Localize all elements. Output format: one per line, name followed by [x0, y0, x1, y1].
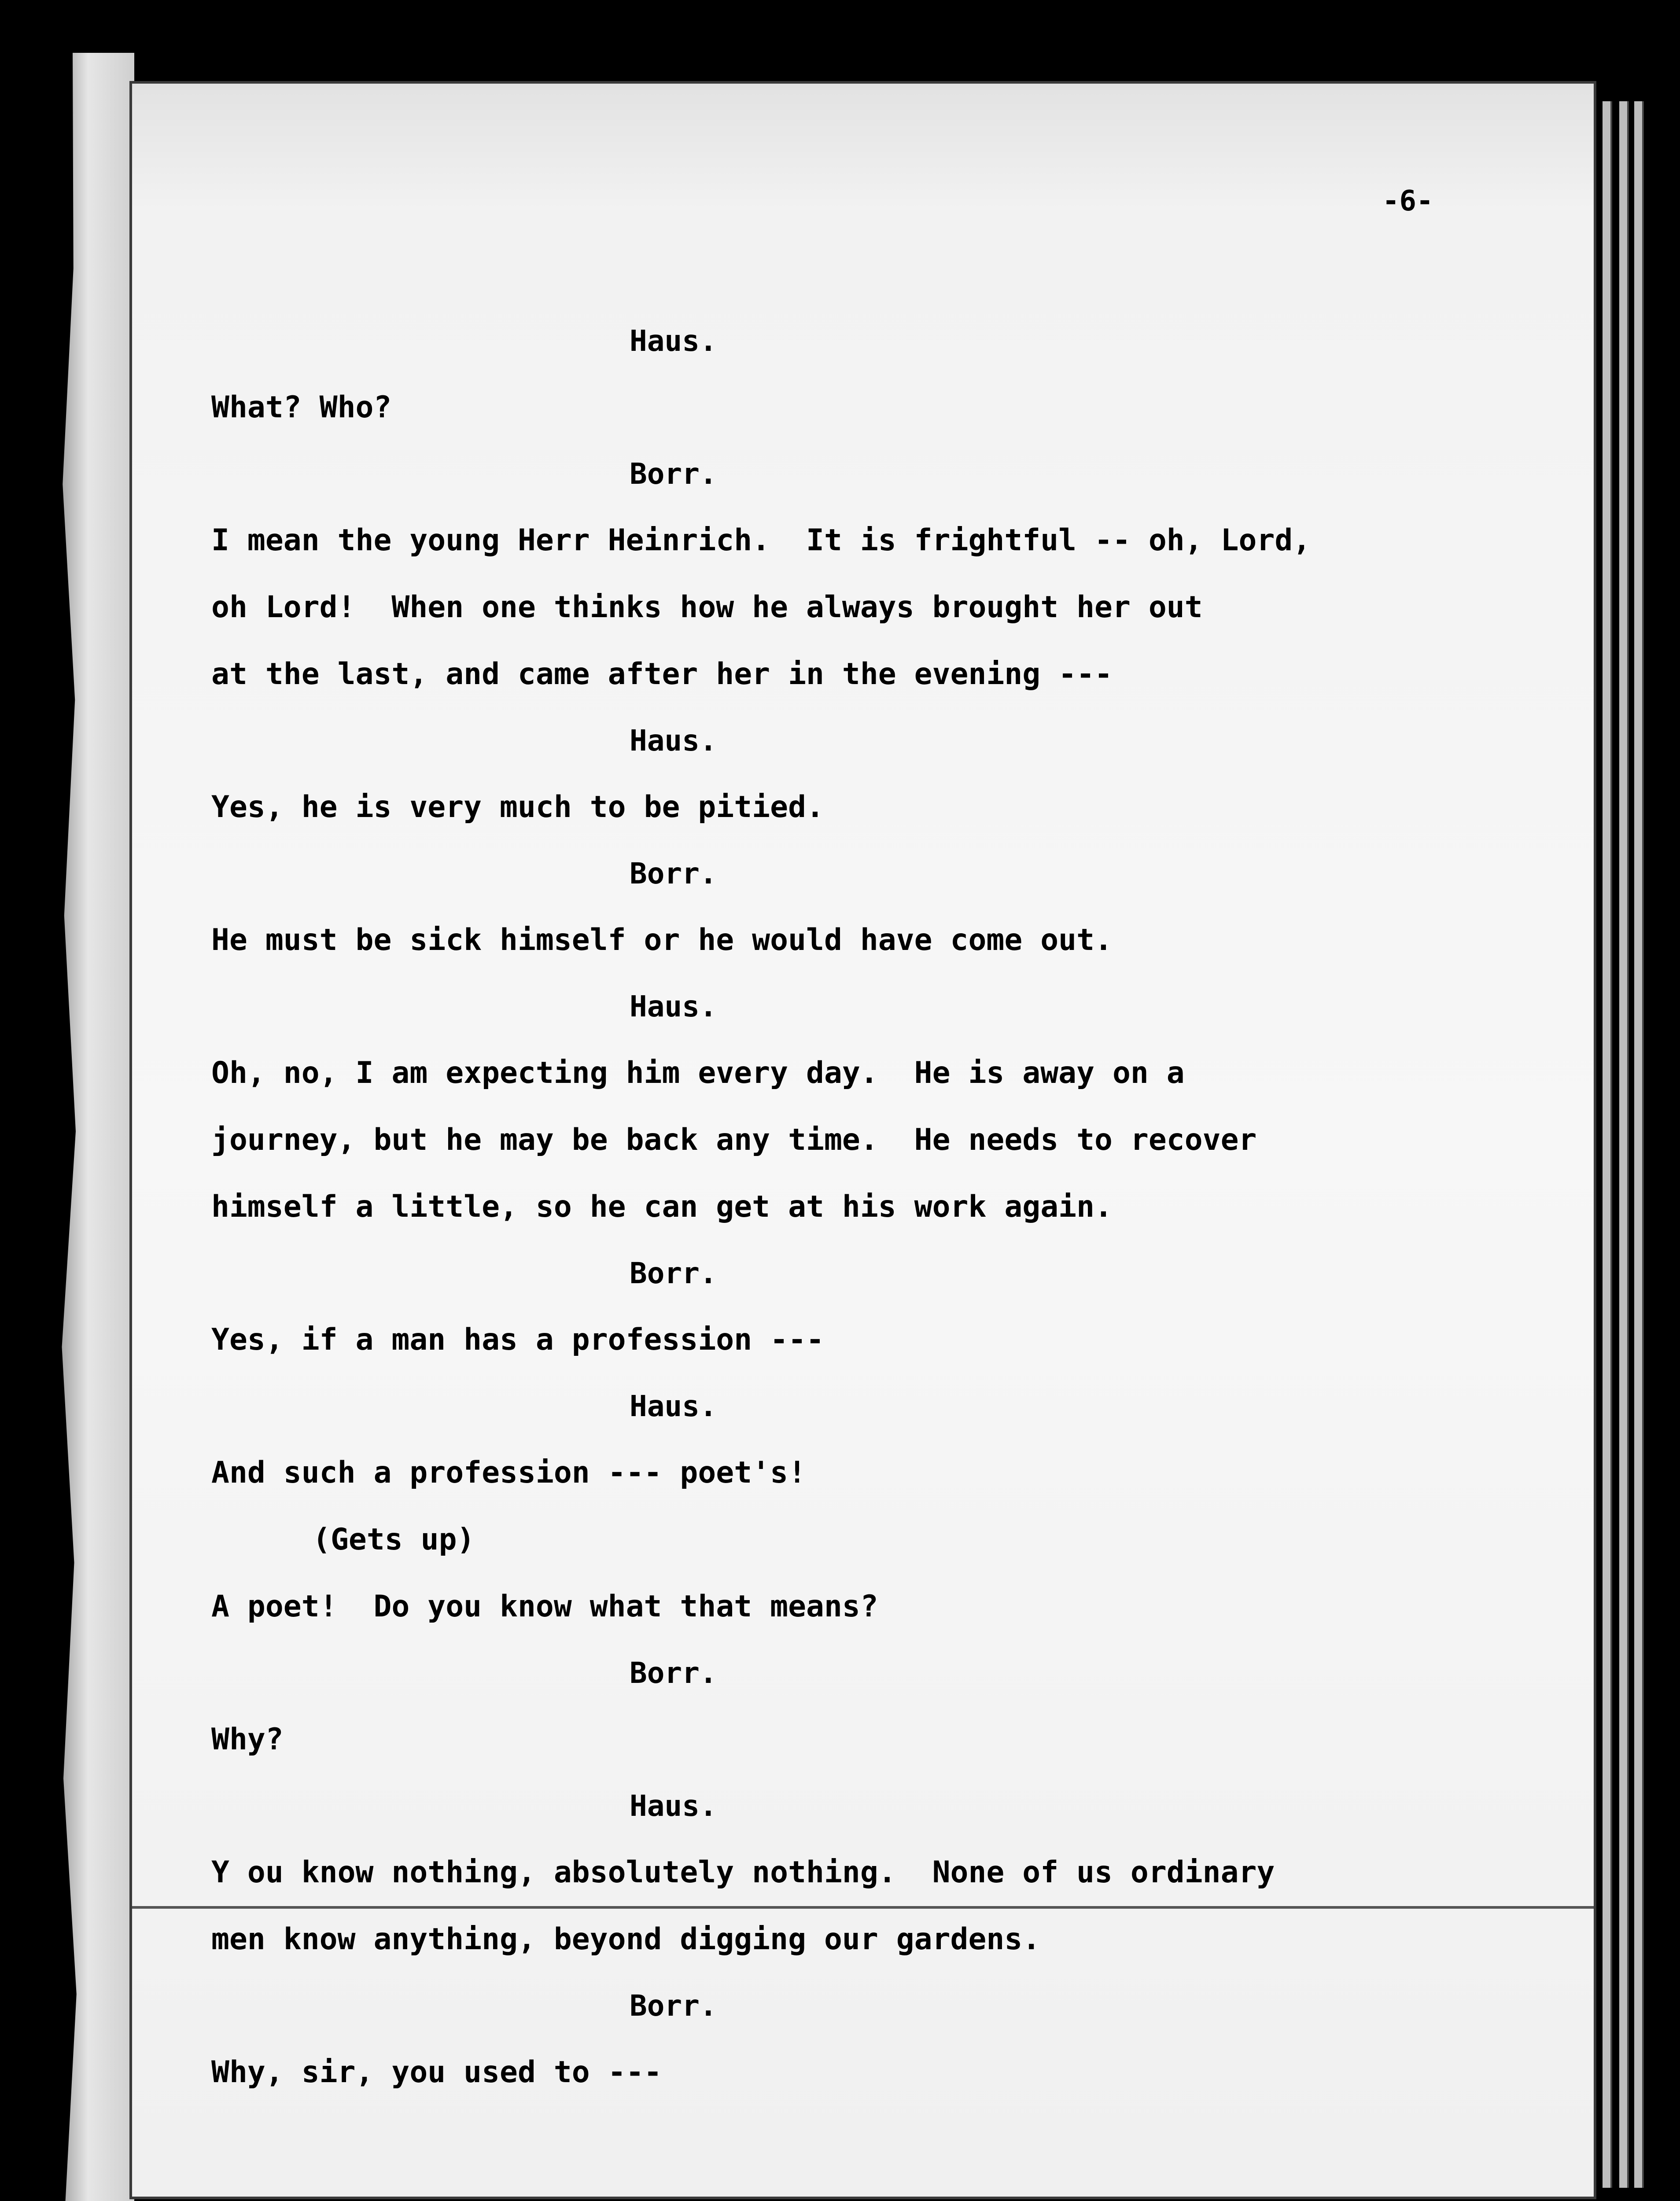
underlying-page-edge — [1603, 101, 1612, 2188]
speech-line: Yes, he is very much to be pitied. — [211, 790, 824, 824]
speaker-name: Haus. — [630, 990, 717, 1023]
speech-line: And such a profession --- poet's! — [211, 1455, 807, 1490]
page-number: -6- — [1382, 185, 1433, 217]
speech-line: men know anything, beyond digging our gardens. — [211, 1922, 1041, 1957]
speech-line: Why? — [211, 1722, 284, 1757]
speech-line: What? Who? — [211, 390, 392, 425]
underlying-page-edge — [1619, 101, 1629, 2188]
speech-line: Y ou know nothing, absolutely nothing. None of us ordinary — [211, 1855, 1275, 1890]
speaker-name: Haus. — [630, 1389, 717, 1423]
underlying-page-edge — [1634, 101, 1644, 2188]
speaker-name: Haus. — [630, 324, 717, 358]
stage-direction: (Gets up) — [313, 1522, 475, 1557]
script-body — [211, 308, 1510, 2106]
torn-page-stub — [57, 53, 134, 2201]
speech-line: at the last, and came after her in the evening --- — [211, 657, 1113, 692]
speaker-name: Haus. — [630, 1789, 717, 1823]
speaker-name: Haus. — [630, 724, 717, 758]
speech-line: himself a little, so he can get at his work again. — [211, 1189, 1113, 1224]
speech-line: Yes, if a man has a profession --- — [211, 1322, 824, 1357]
speech-line: A poet! Do you know what that means? — [211, 1589, 878, 1624]
speech-line: oh Lord! When one thinks how he always brought her out — [211, 590, 1203, 625]
speech-line: He must be sick himself or he would have come out. — [211, 923, 1113, 957]
speaker-name: Borr. — [630, 1256, 717, 1290]
speech-line: Oh, no, I am expecting him every day. He is away on a — [211, 1056, 1185, 1090]
speech-line: journey, but he may be back any time. He needs to recover — [211, 1123, 1257, 1157]
speech-line: Why, sir, you used to --- — [211, 2055, 662, 2090]
speaker-name: Borr. — [630, 1989, 717, 2023]
speaker-name: Borr. — [630, 457, 717, 491]
speech-line: I mean the young Herr Heinrich. It is frightful -- oh, Lord, — [211, 523, 1311, 558]
speaker-name: Borr. — [630, 857, 717, 891]
speaker-name: Borr. — [630, 1656, 717, 1690]
